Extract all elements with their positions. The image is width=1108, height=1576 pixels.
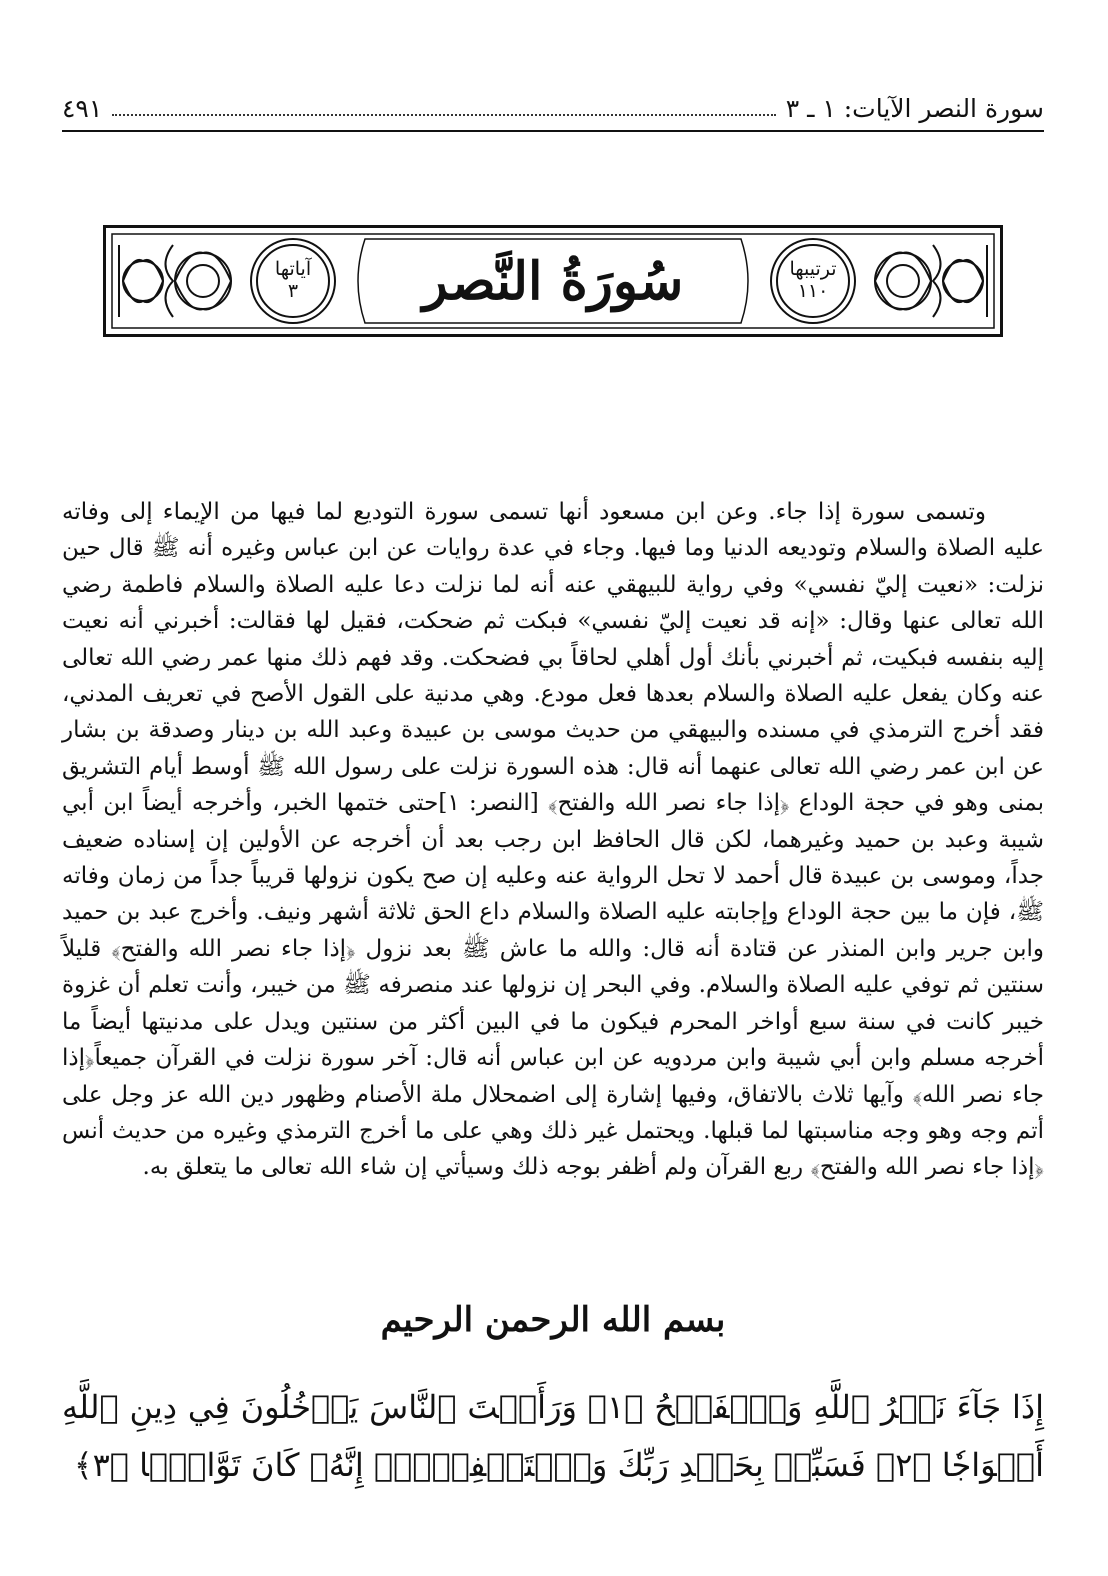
header-rule: [62, 130, 1044, 132]
quran-verses: إِذَا جَآءَ نَصۡرُ ٱللَّهِ وَٱلۡفَتۡحُ ﴿١﴾ وَرَأَيۡتَ ٱلنَّاسَ يَدۡخُلُونَ فِي دِينِ ٱللَّهِ أَفۡوَاجٗا ﴿٢﴾ فَسَبِّحۡ بِحَمۡدِ رَبِّكَ وَٱسۡتَغۡفِرۡهُۚ إِنَّهُۥ كَانَ تَوَّابَۢا ﴿٣﴾: [62, 1388, 1045, 1484]
leader-dots: [112, 100, 775, 116]
running-header-title: سورة النصر الآيات: ١ ـ ٣: [785, 93, 1044, 123]
surah-verses-medallion: [253, 241, 333, 321]
arabesque-ornament-left: [123, 245, 231, 317]
commentary-paragraph: وتسمى سورة إذا جاء. وعن ابن مسعود أنها تسمى سورة التوديع لما فيها من الإيماء إلى وفاته عليه الصلاة والسلام وتوديعه الدنيا وما فيها. وجاء في عدة روايات عن ابن عباس وغيره أنه ﷺ قال حين نزلت: «نعيت إليّ نفسي» وفي رواية للبيهقي عنه أنه لما نزلت دعا عليه الصلاة والسلام فاطمة رضي الله تعالى عنها وقال: «إنه قد نعيت إليّ نفسي» فبكت ثم ضحكت، فقيل لها فقالت: أخبرني أنه نعيت إليه بنفسه فبكيت، ثم أخبرني بأنك أول أهلي لحاقاً بي فضحكت. وقد فهم ذلك منها عمر رضي الله تعالى عنه وكان يفعل عليه الصلاة والسلام بعدها فعل مودع. وهي مدنية على القول الأصح في تعريف المدني، فقد أخرج الترمذي في مسنده والبيهقي من حديث موسى بن عبيدة وعبد الله بن دينار وصدقة بن بشار عن ابن عمر رضي الله تعالى عنهما أنه قال: هذه السورة نزلت على رسول الله ﷺ أوسط أيام التشريق بمنى وهو في حجة الوداع ﴿إذا جاء نصر الله والفتح﴾ [النصر: ١]حتى ختمها الخبر، وأخرجه أيضاً ابن أبي شيبة وعبد بن حميد وغيرهما، لكن قال الحافظ ابن رجب بعد أن أخرجه عن الأولين إن إسناده ضعيف جداً، وموسى بن عبيدة قال أحمد لا تحل الرواية عنه وعليه إن صح يكون نزولها قريباً جداً من زمان وفاته ﷺ، فإن ما بين حجة الوداع وإجابته عليه الصلاة والسلام داع الحق ثلاثة أشهر ونيف. وأخرج عبد بن حميد وابن جرير وابن المنذر عن قتادة أنه قال: والله ما عاش ﷺ بعد نزول ﴿إذا جاء نصر الله والفتح﴾ قليلاً سنتين ثم توفي عليه الصلاة والسلام. وفي البحر إن نزولها عند منصرفه ﷺ من خيبر، وأنت تعلم أن غزوة خيبر كانت في سنة سبع أواخر المحرم فيكون ما في البين أكثر من سنتين ويدل على مدنيتها أيضاً ما أخرجه مسلم وابن أبي شيبة وابن مردويه عن ابن عباس أنه قال: آخر سورة نزلت في القرآن جميعاً﴿إذا جاء نصر الله﴾ وآيها ثلاث بالاتفاق، وفيها إشارة إلى اضمحلال ملة الأصنام وظهور دين الله عز وجل على أتم وجه وهو وجه مناسبتها لما قبلها. ويحتمل غير ذلك وهي على ما أخرج الترمذي وغيره من حديث أنس ﴿إذا جاء نصر الله والفتح﴾ ربع القرآن ولم أظفر بوجه ذلك وسيأتي إن شاء الله تعالى ما يتعلق به.: [62, 499, 1044, 1181]
running-header: [62, 88, 1044, 128]
commentary-body: [62, 494, 1044, 1186]
surah-verses-number: ٣: [287, 280, 299, 302]
arabesque-ornament-right: [119, 245, 987, 317]
page-number: ٤٩١: [62, 93, 103, 123]
basmala-heading: بسم الله الرحمن الرحيم: [380, 1300, 726, 1340]
surah-order-label: ترتيبها: [789, 258, 837, 281]
surah-title: سُورَةُ النَّصر: [422, 250, 684, 312]
title-cartouche: [358, 239, 748, 323]
surah-order-medallion: [773, 241, 853, 321]
surah-banner-frame: [103, 225, 1003, 337]
surah-order-number: ١١٠: [797, 280, 829, 302]
surah-verses-label: آياتها: [274, 258, 312, 281]
surah-banner: [103, 225, 1003, 337]
